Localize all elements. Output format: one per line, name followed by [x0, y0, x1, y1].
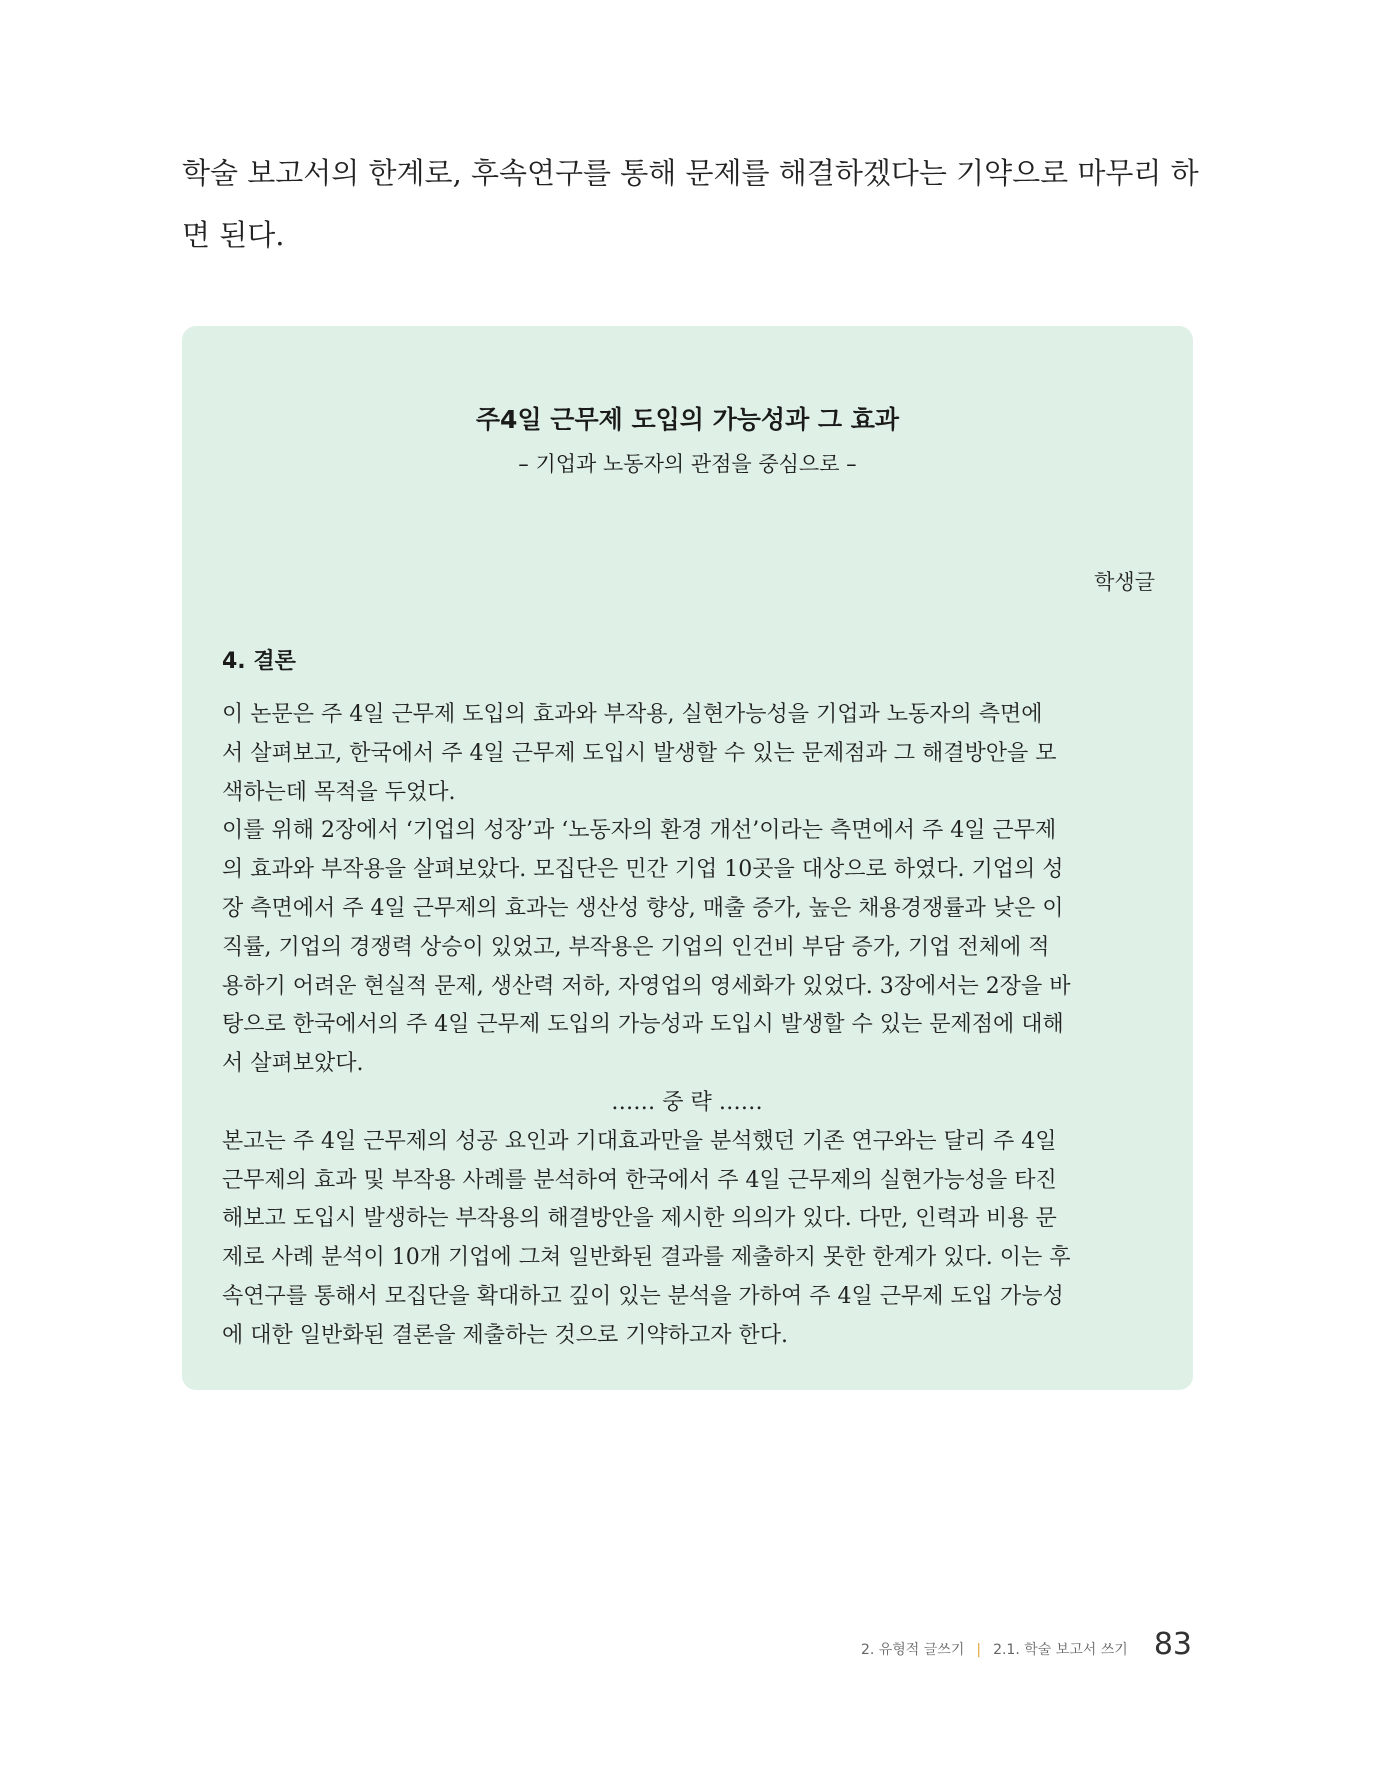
text-line: 탕으로 한국에서의 주 4일 근무제 도입의 가능성과 도입시 발생할 수 있는 문제점에 대해: [222, 1012, 1064, 1038]
intro-line: 면 된다.: [182, 218, 285, 252]
example-subtitle: – 기업과 노동자의 관점을 중심으로 –: [518, 452, 857, 476]
text-line: 장 측면에서 주 4일 근무제의 효과는 생산성 향상, 매출 증가, 높은 채용경쟁률과 낮은 이: [222, 895, 1064, 921]
example-title: 주4일 근무제 도입의 가능성과 그 효과: [475, 405, 900, 434]
footer-chapter: 2. 유형적 글쓰기: [860, 1642, 965, 1658]
footer-section: 2.1. 학술 보고서 쓰기: [993, 1642, 1128, 1658]
intro-paragraph: [182, 142, 1199, 266]
text-line: 용하기 어려운 현실적 문제, 생산력 저하, 자영업의 영세화가 있었다. 3장에서는 2장을 바: [222, 973, 1071, 999]
page-footer: [861, 1627, 1192, 1662]
text-line: 서 살펴보고, 한국에서 주 4일 근무제 도입시 발생할 수 있는 문제점과 그 해결방안을 모: [222, 740, 1057, 766]
text-line: 해보고 도입시 발생하는 부작용의 해결방안을 제시한 의의가 있다. 다만, 인력과 비용 문: [222, 1206, 1057, 1232]
page-number: 83: [1153, 1627, 1192, 1662]
text-line: 속연구를 통해서 모집단을 확대하고 깊이 있는 분석을 가하여 주 4일 근무제 도입 가능성: [222, 1283, 1064, 1309]
text-line: 본고는 주 4일 근무제의 성공 요인과 기대효과만을 분석했던 기존 연구와는 달리 주 4일: [222, 1128, 1057, 1154]
intro-line: 학술 보고서의 한계로, 후속연구를 통해 문제를 해결하겠다는 기약으로 마무리 하: [182, 156, 1199, 190]
author-label: 학생글: [1094, 570, 1155, 594]
omission-marker: …… 중 략 ……: [611, 1089, 763, 1115]
footer-separator: |: [976, 1642, 982, 1658]
example-box: [182, 326, 1193, 1390]
text-line: 이 논문은 주 4일 근무제 도입의 효과와 부작용, 실현가능성을 기업과 노동자의 측면에: [222, 702, 1043, 727]
conclusion-text: [222, 696, 1152, 1356]
text-line: 근무제의 효과 및 부작용 사례를 분석하여 한국에서 주 4일 근무제의 실현가능성을 타진: [222, 1167, 1057, 1193]
text-line: 이를 위해 2장에서 ‘기업의 성장’과 ‘노동자의 환경 개선’이라는 측면에서 주 4일 근무제: [222, 818, 1057, 844]
section-heading: 4. 결론: [222, 649, 296, 674]
text-line: 제로 사례 분석이 10개 기업에 그쳐 일반화된 결과를 제출하지 못한 한계가 있다. 이는 후: [222, 1245, 1071, 1271]
text-line: 색하는데 목적을 두었다.: [222, 779, 456, 805]
text-line: 의 효과와 부작용을 살펴보았다. 모집단은 민간 기업 10곳을 대상으로 하였다. 기업의 성: [222, 857, 1064, 883]
text-line: 에 대한 일반화된 결론을 제출하는 것으로 기약하고자 한다.: [222, 1322, 788, 1348]
text-line: 직률, 기업의 경쟁력 상승이 있었고, 부작용은 기업의 인건비 부담 증가, 기업 전체에 적: [222, 934, 1050, 960]
text-line: 서 살펴보았다.: [222, 1051, 364, 1077]
